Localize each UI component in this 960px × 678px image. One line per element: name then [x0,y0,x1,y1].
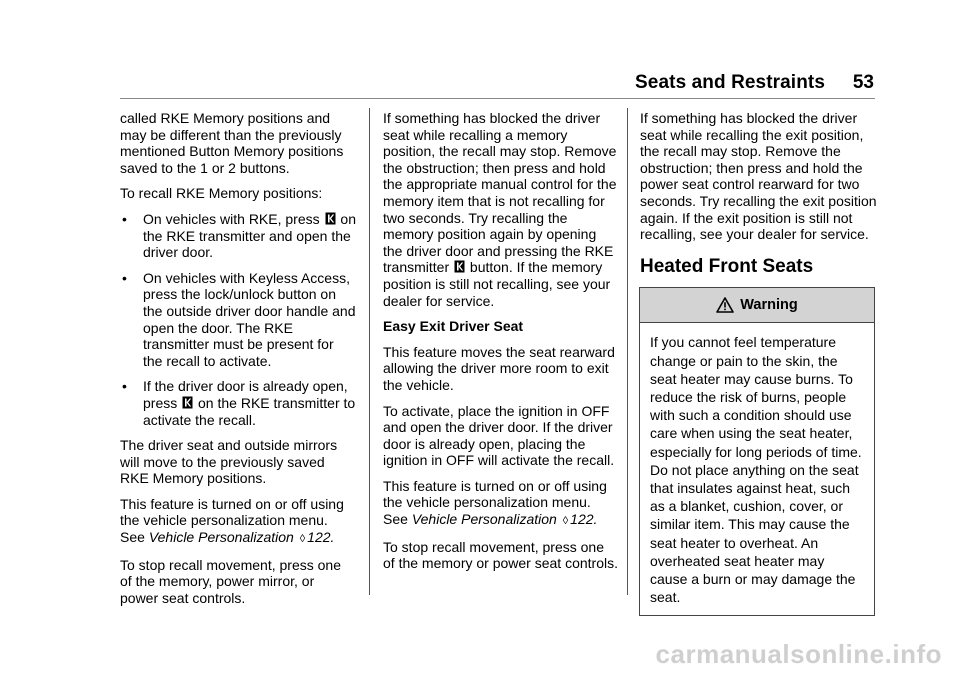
warning-triangle-icon [716,297,734,313]
column-right [640,110,878,616]
subheading: Easy Exit Driver Seat [383,318,524,335]
bullet-symbol: • [122,269,127,286]
page-reference-icon: ◊ [562,515,569,528]
paragraph-text: If something has blocked the driver seat while recalling a memory position, the recall may stop. Remove the obstruction; then press and hold the appropriate manual control for the memory item that is not recalling for two seconds. Try recalling the memory position again by opening the driver door and pressing the RKE transmitter [383,110,617,276]
cross-reference-page[interactable]: 122. [570,511,598,528]
column-middle [383,110,618,581]
watermark: carmanualsonline.info [655,639,942,669]
paragraph: To stop recall movement, press one of the memory or power seat controls. [383,538,618,572]
column-divider [627,108,628,595]
paragraph [120,496,356,548]
bullet-text: on the RKE transmitter and open the driver door. [143,210,356,261]
paragraph-text: This feature is turned on or off using the vehicle personalization menu. See [383,477,607,528]
paragraph-text: button. If the memory position is still not recalling, see your dealer for service. [383,259,611,309]
cross-reference-page[interactable]: 122. [307,529,335,546]
paragraph [383,110,618,309]
list-item [120,211,356,261]
page-reference-icon: ◊ [299,533,306,546]
cross-reference-link[interactable]: Vehicle Personalization [411,511,557,528]
warning-header [640,288,874,323]
rke-transmitter-icon [325,212,336,225]
cross-reference-link[interactable]: Vehicle Personalization [148,529,294,546]
rke-transmitter-icon [454,260,465,273]
rke-transmitter-icon [182,396,193,409]
page-number: 53 [852,72,874,93]
bullet-symbol: • [122,210,127,227]
paragraph: called RKE Memory positions and may be different than the previously mentioned Button Memory positions saved to the 1 or 2 buttons. [120,110,344,176]
column-divider [369,108,370,595]
warning-text: If you cannot feel temperature change or pain to the skin, the seat heater may cause burns. To reduce the risk of burns, people with such a condition should use care when using the seat heater, especially for long periods of time. Do not place anything on the seat that insulates against heat, such as a blanket, cushion, cover, or similar item. This may cause the seat heater to overheat. An overheated seat heater may cause a burn or may damage the seat. [650,334,862,606]
warning-box [639,287,875,616]
column-left [120,110,356,615]
page-section-title: Seats and Restraints [635,72,825,93]
list-item [120,378,356,428]
paragraph: To stop recall movement, press one of the memory, power mirror, or power seat controls. [120,556,341,606]
bullet-text: On vehicles with RKE, press [143,210,320,227]
paragraph: To activate, place the ignition in OFF and open the driver door. If the driver door is already open, placing the ignition in OFF will activate the recall. [383,402,615,469]
paragraph [383,478,618,530]
paragraph: The driver seat and outside mirrors will move to the previously saved RKE Memory positions. [120,437,338,487]
paragraph: This feature moves the seat rearward allowing the driver more room to exit the vehicle. [383,343,615,393]
warning-title: Warning [740,297,798,314]
paragraph: If something has blocked the driver seat while recalling the exit position, the recall may stop. Remove the obstruction; then press and hold the power seat control rearward for two seconds. Try recalling the exit position again. If the exit position is still not recalling, see your dealer for service. [640,110,877,243]
paragraph-text: This feature is turned on or off using the vehicle personalization menu. See [120,495,344,546]
bullet-text: On vehicles with Keyless Access, press the lock/unlock button on the outside driver door handle and open the door. The RKE transmitter must be present for the recall to activate. [143,269,356,369]
list-item [120,270,356,370]
paragraph: To recall RKE Memory positions: [120,185,323,202]
bullet-text: If the driver door is already open, press [143,378,348,411]
header-rule [120,98,875,99]
bullet-symbol: • [122,378,127,395]
bullet-text: on the RKE transmitter to activate the recall. [143,394,356,428]
section-heading: Heated Front Seats [640,255,814,277]
